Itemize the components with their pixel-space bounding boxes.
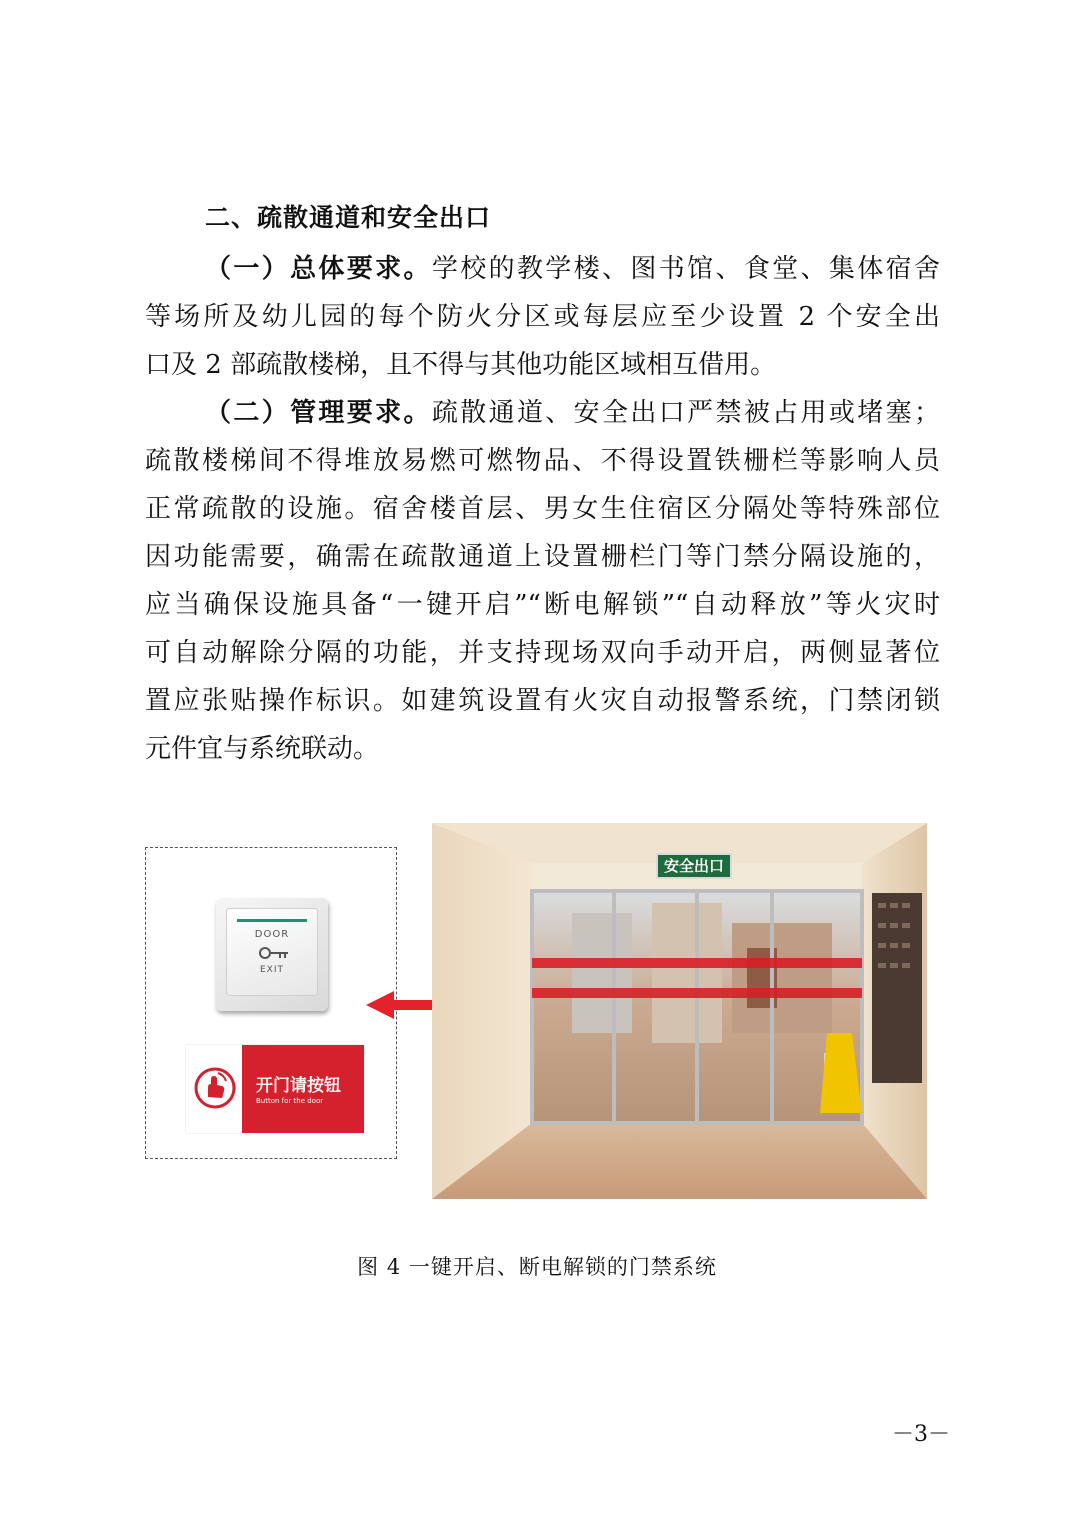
sign-english-text: Button for the door [256,1097,324,1105]
exit-button-door-text: DOOR [254,929,290,940]
para1-line3: 口及 2 部疏散楼梯，且不得与其他功能区域相互借用。 [145,350,777,380]
page-number: －3－ [892,1422,950,1447]
sign-red-panel [242,1045,364,1133]
para1-line1 [205,254,940,284]
para2-line1-text: 疏散通道、安全出口严禁被占用或堵塞； [431,398,940,428]
figure-caption: 图 4 一键开启、断电解锁的门禁系统 [357,1255,717,1279]
section-heading: 二、疏散通道和安全出口 [205,203,492,232]
press-button-icon [194,1067,236,1109]
door-exit-button [216,898,328,1011]
para2-line2: 疏散楼梯间不得堆放易燃可燃物品、不得设置铁栅栏等影响人员 [145,446,940,476]
sign-chinese-text: 开门请按钮 [256,1076,341,1096]
key-icon [258,945,290,961]
para2-line4: 因功能需要，确需在疏散通道上设置栅栏门等门禁分隔设施的， [145,542,940,572]
figure-left-panel [145,847,397,1159]
exit-button-stripe [237,919,307,922]
para1-line2: 等场所及幼儿园的每个防火分区或每层应至少设置 2 个安全出 [145,302,940,332]
para2-line6: 可自动解除分隔的功能，并支持现场双向手动开启，两侧显著位 [145,638,940,668]
exit-door-photo-illustration [432,823,927,1199]
para2-line1 [205,398,940,428]
para2-line7: 置应张贴操作标识。如建筑设置有火灾自动报警系统，门禁闭锁 [145,686,940,716]
exit-button-exit-text: EXIT [259,965,284,975]
exit-door-photo [432,823,927,1199]
para2-line8: 元件宜与系统联动。 [145,734,380,764]
para2-label: （二）管理要求。 [205,398,432,428]
para2-line5: 应当确保设施具备“一键开启”“断电解锁”“自动释放”等火灾时 [145,590,940,620]
photo-exit-sign: 安全出口 [656,853,732,879]
exit-button-face [226,908,318,996]
para1-line1-text: 学校的教学楼、图书馆、食堂、集体宿舍 [431,254,940,284]
para2-line3: 正常疏散的设施。宿舍楼首层、男女生住宿区分隔处等特殊部位 [145,494,940,524]
open-door-sign [186,1045,364,1133]
para1-label: （一）总体要求。 [205,254,432,284]
